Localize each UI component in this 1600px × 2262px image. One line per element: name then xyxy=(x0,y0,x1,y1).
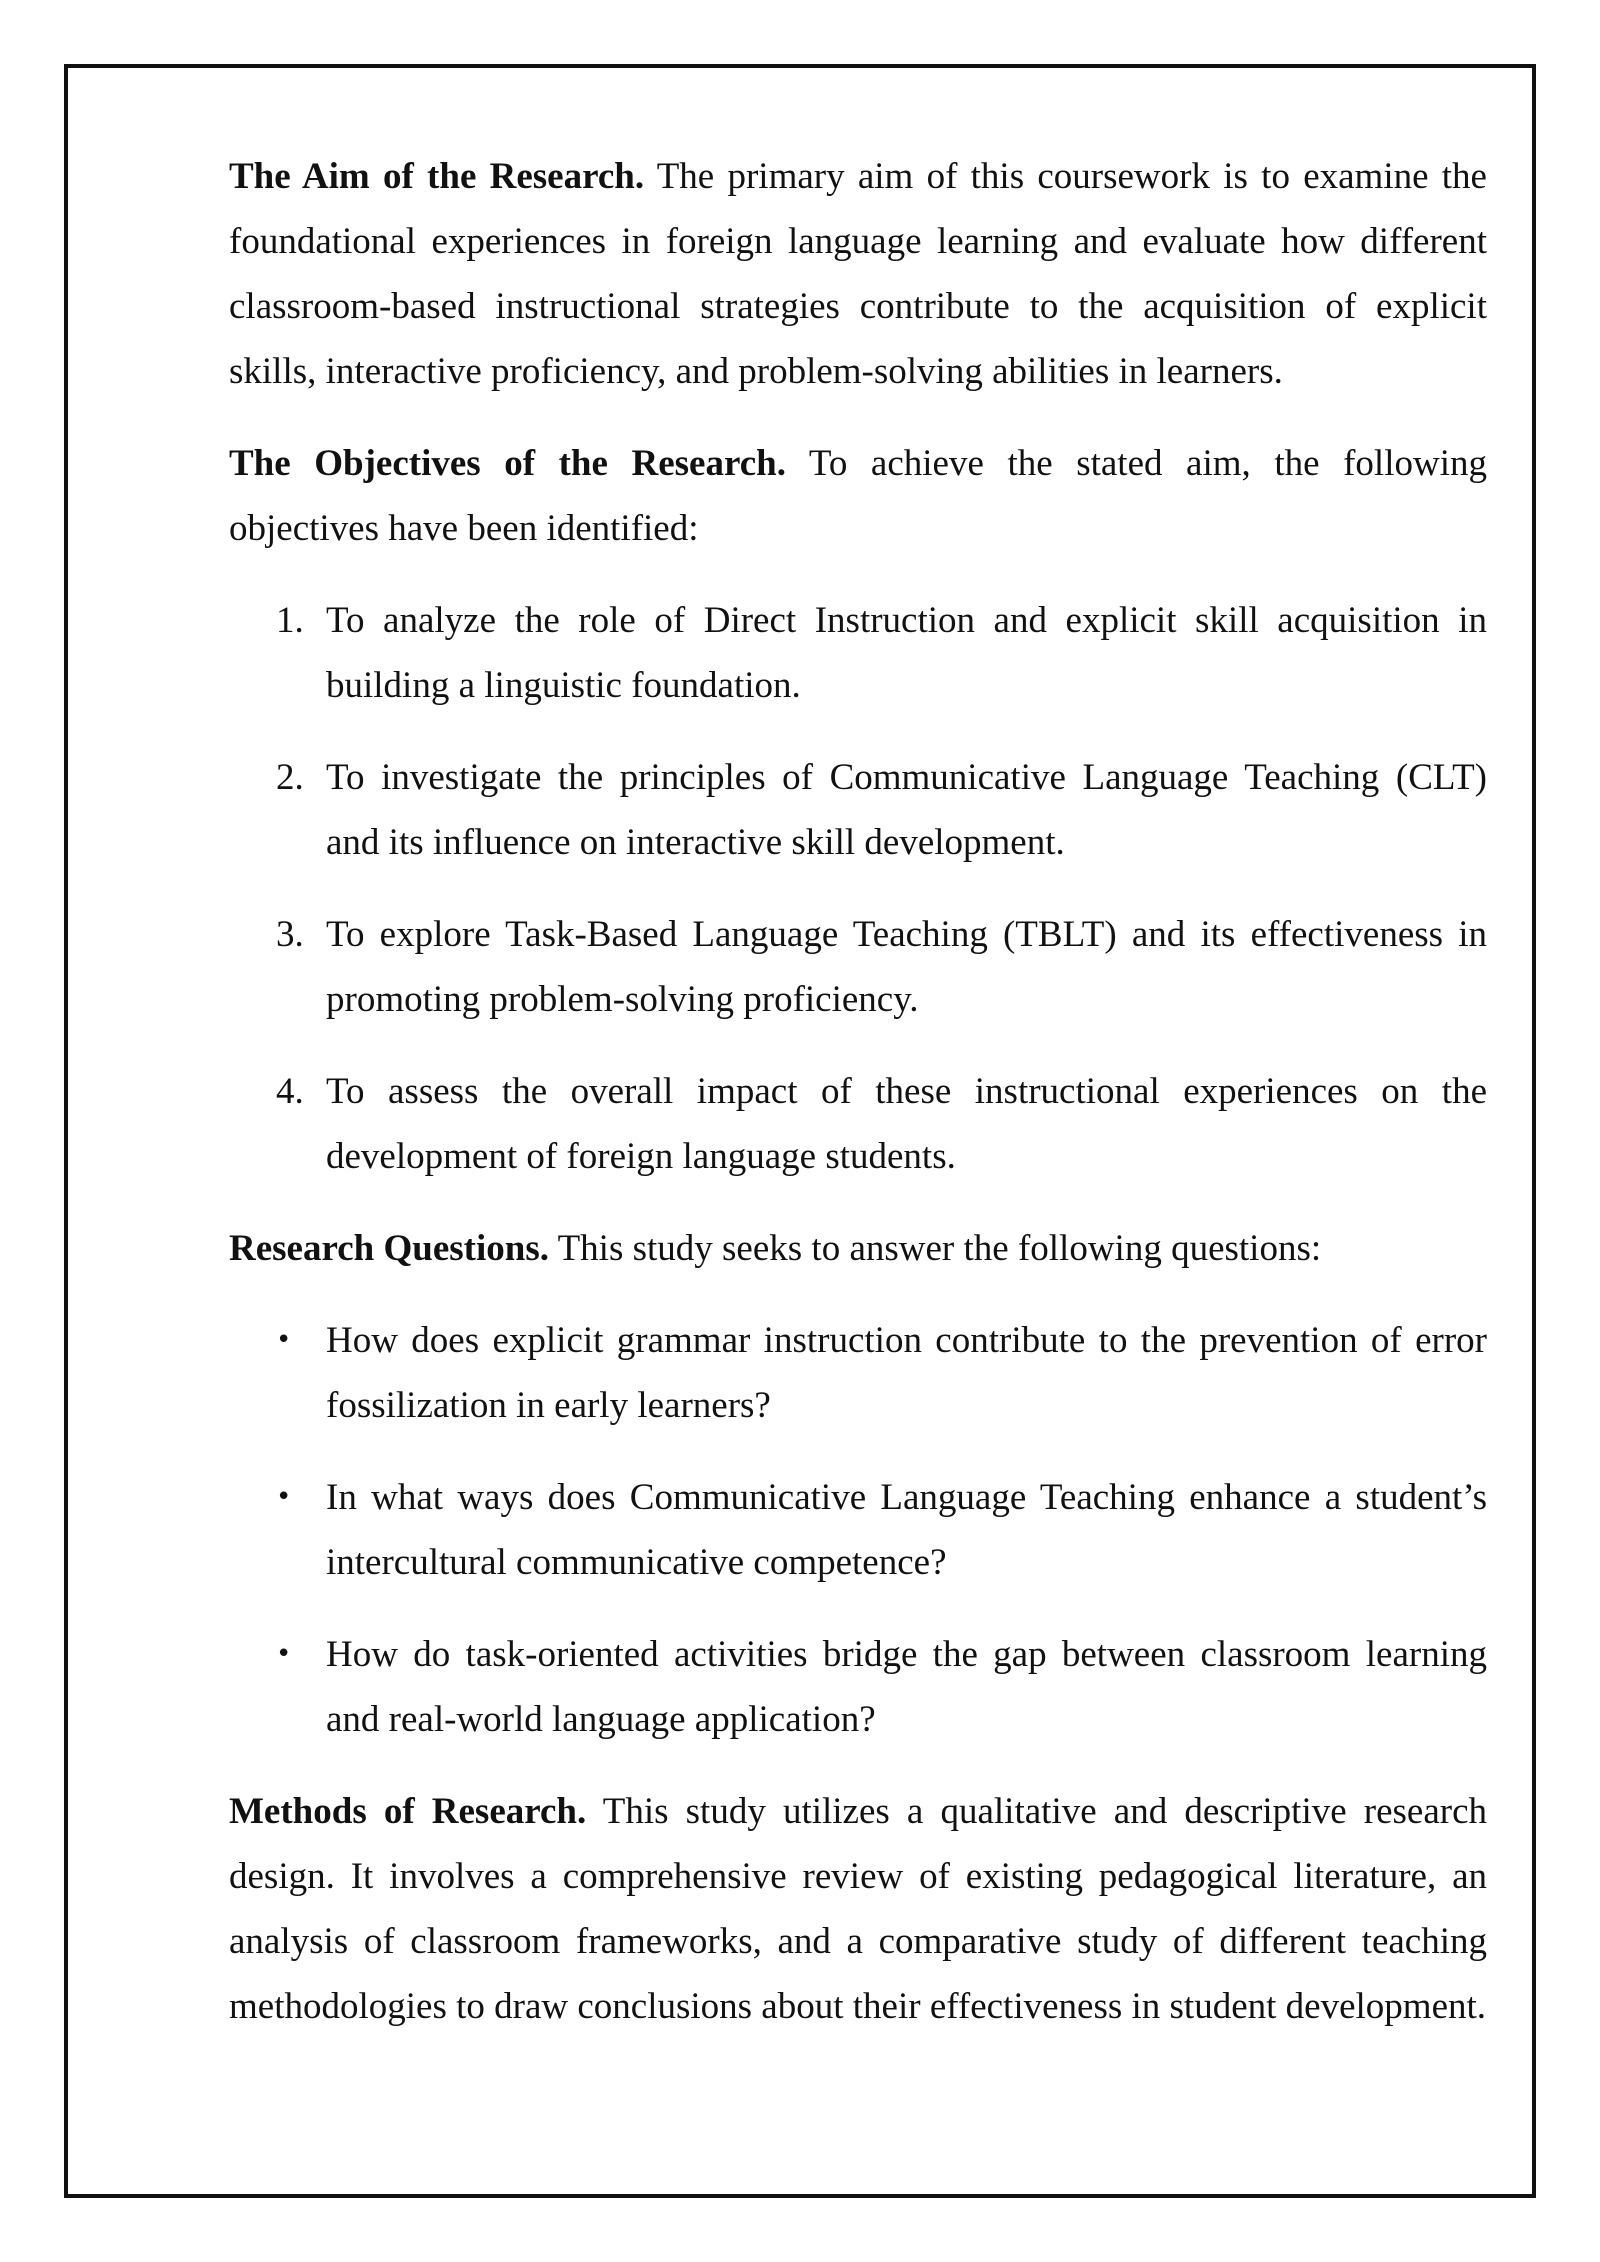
bullet-icon: • xyxy=(276,1482,292,1512)
list-item-text: To investigate the principles of Communicative Language Teaching (CLT) and its influence on interactive skill development. xyxy=(326,757,1487,863)
list-number: 1. xyxy=(276,600,304,641)
questions-paragraph xyxy=(229,1216,1487,1281)
list-item xyxy=(229,1059,1487,1189)
aim-paragraph xyxy=(229,144,1487,404)
list-item-text: How does explicit grammar instruction contribute to the prevention of error fossilization in early learners? xyxy=(326,1320,1487,1426)
list-item-text: To explore Task-Based Language Teaching (TBLT) and its effectiveness in promoting problem-solving proficiency. xyxy=(326,914,1487,1020)
objectives-list xyxy=(229,588,1487,1189)
methods-heading: Methods of Research. xyxy=(229,1791,587,1832)
aim-heading: The Aim of the Research. xyxy=(229,156,645,197)
bullet-icon: • xyxy=(276,1325,292,1355)
questions-heading: Research Questions. xyxy=(229,1228,549,1269)
list-item xyxy=(229,902,1487,1032)
list-item-text: To analyze the role of Direct Instruction and explicit skill acquisition in building a linguistic foundation. xyxy=(326,600,1487,706)
methods-text: This study utilizes a qualitative and descriptive research design. It involves a comprehensive review of existing pedagogical literature, an analysis of classroom frameworks, and a comparative study of different teaching methodologies to draw conclusions about their effectiveness in student development. xyxy=(229,1791,1487,2027)
list-item-text: How do task-oriented activities bridge the gap between classroom learning and real-world language application? xyxy=(326,1634,1487,1740)
list-number: 4. xyxy=(276,1071,304,1112)
list-item xyxy=(229,1465,1487,1595)
aim-text: The primary aim of this coursework is to examine the foundational experiences in foreign language learning and evaluate how different classroom-based instructional strategies contribute to the acquisition of explicit skills, interactive proficiency, and problem-solving abilities in learners. xyxy=(229,156,1487,392)
list-number: 2. xyxy=(276,757,304,798)
objectives-text: To achieve the stated aim, the following objectives have been identified: xyxy=(229,443,1487,549)
list-item-text: To assess the overall impact of these instructional experiences on the development of foreign language students. xyxy=(326,1071,1487,1177)
bullet-icon: • xyxy=(276,1639,292,1669)
document-body xyxy=(229,144,1487,2066)
list-item xyxy=(229,588,1487,718)
list-item xyxy=(229,1308,1487,1438)
objectives-paragraph xyxy=(229,431,1487,561)
list-number: 3. xyxy=(276,914,304,955)
objectives-heading: The Objectives of the Research. xyxy=(229,443,786,484)
methods-paragraph xyxy=(229,1779,1487,2039)
list-item-text: In what ways does Communicative Language Teaching enhance a student’s intercultural communicative competence? xyxy=(326,1477,1487,1583)
questions-list xyxy=(229,1308,1487,1752)
list-item xyxy=(229,1622,1487,1752)
questions-text: This study seeks to answer the following questions: xyxy=(557,1228,1322,1269)
list-item xyxy=(229,745,1487,875)
